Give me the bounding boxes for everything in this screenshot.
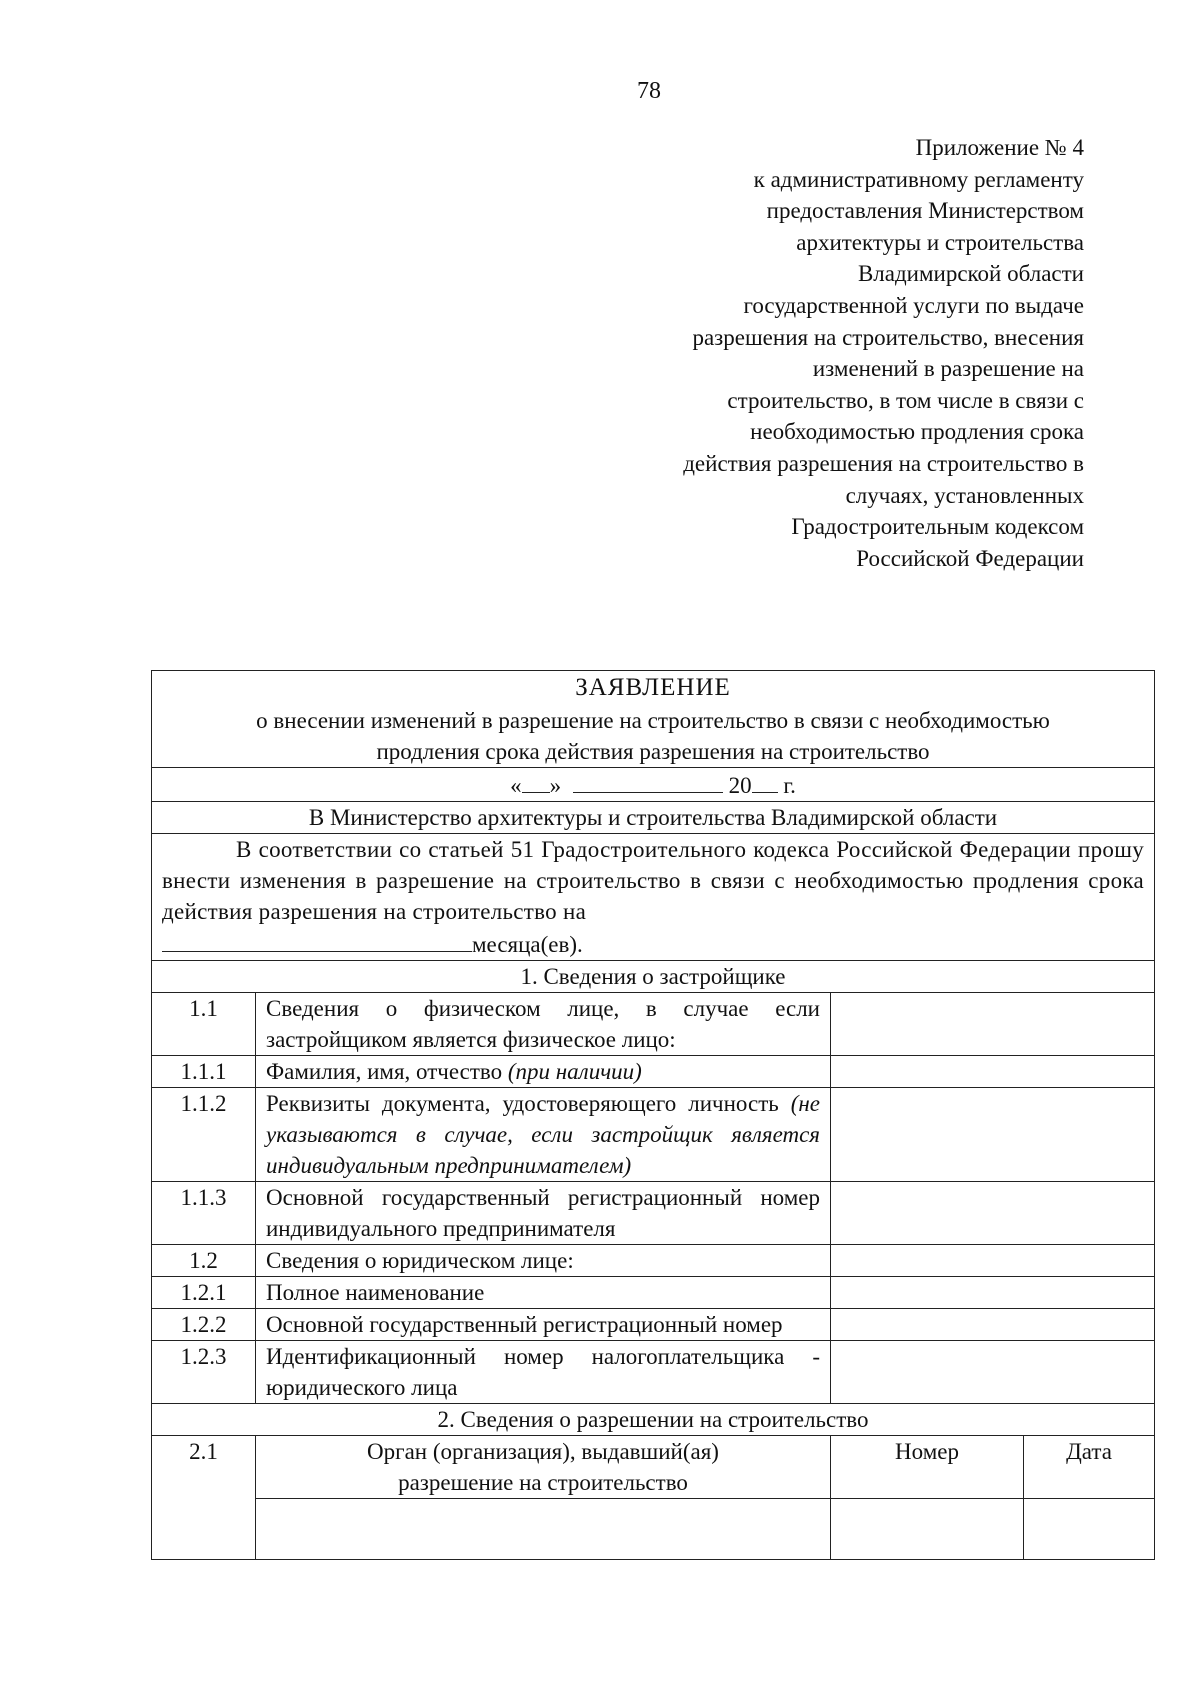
row-number: 1.2.1 xyxy=(152,1277,256,1309)
organ-header: Орган (организация), выдавший(ая) разрешение на строительство xyxy=(256,1436,831,1499)
section-2-row xyxy=(152,1404,1155,1436)
row-value-cell[interactable] xyxy=(831,993,1155,1056)
addressee-row xyxy=(152,802,1155,834)
row-number: 1.1.2 xyxy=(152,1088,256,1182)
appendix-line: Градостроительным кодексом xyxy=(791,514,1084,540)
organ-value-cell[interactable] xyxy=(256,1499,831,1560)
day-blank[interactable] xyxy=(522,768,550,793)
addressee: В Министерство архитектуры и строительства Владимирской области xyxy=(152,802,1155,834)
year-prefix: 20 xyxy=(728,773,752,798)
page-number: 78 xyxy=(637,78,661,104)
row-number: 1.2.3 xyxy=(152,1341,256,1404)
row-note: (не указываются в случае, если застройщик является индивидуальным предпринимателем) xyxy=(266,1091,820,1178)
row-value-cell[interactable] xyxy=(831,1088,1155,1182)
row-label: Основной государственный регистрационный номер xyxy=(256,1309,831,1341)
appendix-line: Приложение № 4 xyxy=(915,135,1084,160)
row-value-cell[interactable] xyxy=(831,1182,1155,1245)
request-text: В соответствии со статьей 51 Градостроительного кодекса Российской Федерации прошу внести изменения в разрешение на строительство в связи с необходимостью продления срока действия разрешения на строительство на xyxy=(162,837,1145,924)
appendix-line: Российской Федерации xyxy=(856,545,1084,571)
request-row xyxy=(152,834,1155,961)
row-value-cell[interactable] xyxy=(831,1341,1155,1404)
form-header-row xyxy=(152,671,1155,768)
table-row xyxy=(152,1182,1155,1245)
date-close-quote: » xyxy=(549,773,562,798)
appendix-line: разрешения на строительство, внесения xyxy=(692,324,1084,350)
appendix-line: государственной услуги по выдаче xyxy=(743,292,1084,318)
section-2-title: 2. Сведения о разрешении на строительство xyxy=(152,1404,1155,1436)
row-label: Сведения о юридическом лице: xyxy=(256,1245,831,1277)
date-row xyxy=(152,768,1155,802)
row-label: Реквизиты документа, удостоверяющего личность xyxy=(266,1091,779,1116)
date-value-cell[interactable] xyxy=(1024,1499,1155,1560)
row-number: 1.1.3 xyxy=(152,1182,256,1245)
section-1-title: 1. Сведения о застройщике xyxy=(152,961,1155,993)
table-row xyxy=(152,1341,1155,1404)
row-note: (при наличии) xyxy=(507,1059,642,1084)
row-label: Основной государственный регистрационный номер индивидуального предпринимателя xyxy=(256,1182,831,1245)
appendix-line: Владимирской области xyxy=(857,261,1084,287)
form-subtitle: о внесении изменений в разрешение на строительство в связи с необходимостью xyxy=(256,708,1050,733)
table-row xyxy=(152,993,1155,1056)
appendix-line: действия разрешения на строительство в xyxy=(683,450,1084,476)
row-label: Идентификационный номер налогоплательщика - юридического лица xyxy=(256,1341,831,1404)
application-form-table xyxy=(151,670,1155,1560)
section-1-row xyxy=(152,961,1155,993)
appendix-line: случаях, установленных xyxy=(845,482,1084,508)
appendix-line: предоставления Министерством xyxy=(766,198,1084,224)
row-number: 1.2 xyxy=(152,1245,256,1277)
table-row xyxy=(152,1309,1155,1341)
table-row xyxy=(152,1088,1155,1182)
table-row xyxy=(152,1499,1155,1560)
month-blank[interactable] xyxy=(573,768,723,793)
row-number: 1.2.2 xyxy=(152,1309,256,1341)
row-label: Сведения о физическом лице, в случае если застройщиком является физическое лицо: xyxy=(256,993,831,1056)
appendix-line: изменений в разрешение на xyxy=(812,356,1084,382)
row-label: Фамилия, имя, отчество xyxy=(266,1059,503,1084)
form-title: ЗАЯВЛЕНИЕ xyxy=(575,674,731,701)
row-value-cell[interactable] xyxy=(831,1245,1155,1277)
form-subtitle: продления срока действия разрешения на строительство xyxy=(376,739,930,764)
row-number: 2.1 xyxy=(152,1436,256,1560)
number-header: Номер xyxy=(831,1436,1024,1499)
months-blank[interactable] xyxy=(162,927,472,952)
appendix-line: архитектуры и строительства xyxy=(796,229,1084,255)
year-suffix: г. xyxy=(783,773,796,798)
row-number: 1.1.1 xyxy=(152,1056,256,1088)
table-row xyxy=(152,1436,1155,1499)
row-value-cell[interactable] xyxy=(831,1277,1155,1309)
row-value-cell[interactable] xyxy=(831,1056,1155,1088)
number-value-cell[interactable] xyxy=(831,1499,1024,1560)
request-suffix: месяца(ев). xyxy=(472,932,583,957)
table-row xyxy=(152,1056,1155,1088)
table-row xyxy=(152,1245,1155,1277)
appendix-header xyxy=(524,132,1084,574)
table-row xyxy=(152,1277,1155,1309)
date-header: Дата xyxy=(1024,1436,1155,1499)
appendix-line: необходимостью продления срока xyxy=(750,419,1084,445)
date-open-quote: « xyxy=(510,773,522,798)
row-value-cell[interactable] xyxy=(831,1309,1155,1341)
row-label: Полное наименование xyxy=(256,1277,831,1309)
row-number: 1.1 xyxy=(152,993,256,1056)
appendix-line: строительство, в том числе в связи с xyxy=(727,387,1084,413)
year-blank[interactable] xyxy=(752,768,778,793)
appendix-line: к административному регламенту xyxy=(753,166,1084,192)
